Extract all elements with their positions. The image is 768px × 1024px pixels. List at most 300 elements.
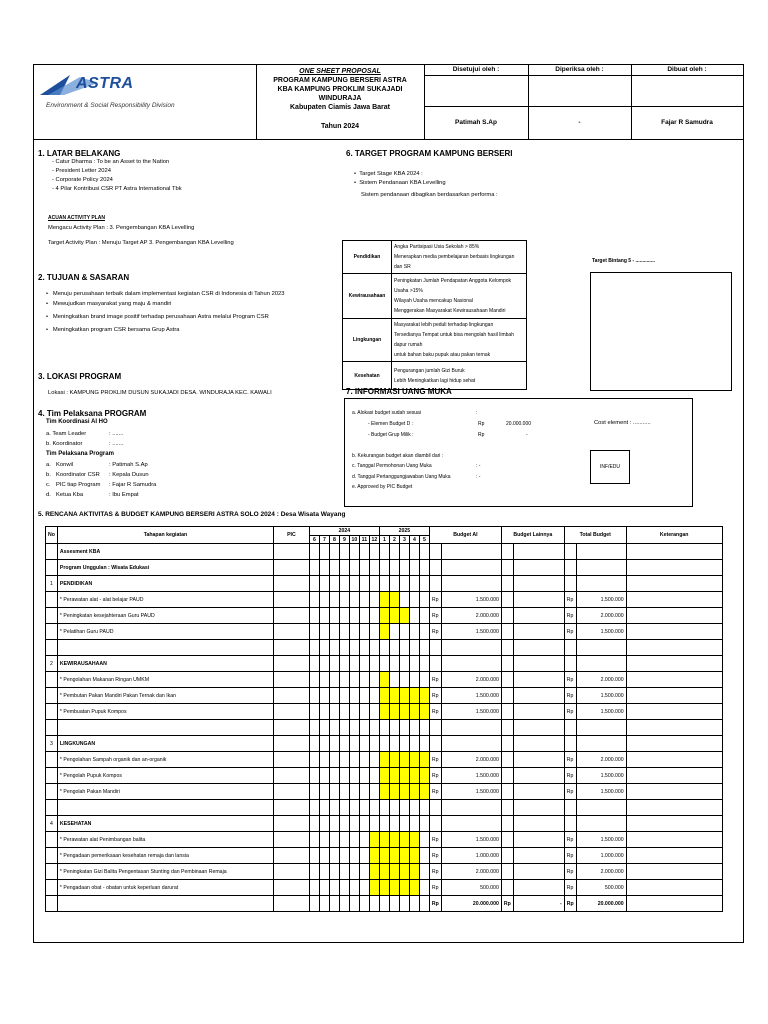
no-cell xyxy=(46,624,58,640)
month-cell-active xyxy=(379,592,389,608)
month-cell xyxy=(329,624,339,640)
total-budget-cell xyxy=(576,576,626,592)
month-cell-active xyxy=(389,864,399,880)
budget-ai-cell: 1.500.000 xyxy=(441,624,501,640)
month-cell xyxy=(309,624,319,640)
month-cell xyxy=(349,736,359,752)
month-cell xyxy=(329,544,339,560)
month-cell xyxy=(329,784,339,800)
rp-cell xyxy=(501,592,513,608)
month-cell-active xyxy=(409,848,419,864)
rp-cell xyxy=(501,864,513,880)
month-cell xyxy=(359,720,369,736)
month-cell xyxy=(309,880,319,896)
month-cell xyxy=(339,816,349,832)
month-cell xyxy=(319,688,329,704)
month-cell xyxy=(339,848,349,864)
month-cell xyxy=(309,576,319,592)
budget-ai-cell: 1.500.000 xyxy=(441,784,501,800)
no-cell xyxy=(46,608,58,624)
month-cell xyxy=(319,560,329,576)
month-cell xyxy=(359,736,369,752)
month-cell xyxy=(329,752,339,768)
month-cell-active xyxy=(409,768,419,784)
no-cell xyxy=(46,864,58,880)
month-cell xyxy=(309,720,319,736)
pel-value: : Kepala Dusun xyxy=(109,472,149,478)
month-cell-active xyxy=(379,608,389,624)
month-cell xyxy=(369,800,379,816)
no-cell: 4 xyxy=(46,816,58,832)
month-cell-active xyxy=(419,704,429,720)
month-cell xyxy=(389,800,399,816)
month-cell xyxy=(419,832,429,848)
budget-lain-cell xyxy=(513,832,564,848)
table-row xyxy=(46,816,723,832)
month-cell xyxy=(339,560,349,576)
month-cell xyxy=(309,608,319,624)
total-budget-cell: 1.500.000 xyxy=(576,624,626,640)
month-cell-active xyxy=(399,864,409,880)
month-cell xyxy=(359,752,369,768)
target-text: Angka Partisipasi Usia Sekolah > 85% Menerapkan media pembelajaran berbasis lingkungan dan SR xyxy=(392,241,527,274)
bintang-box xyxy=(590,272,732,391)
month-cell xyxy=(329,864,339,880)
budget-lain-cell xyxy=(513,624,564,640)
month-cell xyxy=(349,864,359,880)
rp-cell: Rp xyxy=(429,704,441,720)
no-cell xyxy=(46,672,58,688)
month-cell-active xyxy=(389,768,399,784)
tim-koordinasi-title: Tim Koordinasi AI HO xyxy=(46,419,108,425)
col-year-2025: 2025 xyxy=(379,527,429,536)
month-cell xyxy=(319,576,329,592)
budget-ai-cell: 1.500.000 xyxy=(441,832,501,848)
budget-ai-cell: 2.000.000 xyxy=(441,752,501,768)
keterangan-cell xyxy=(626,896,722,912)
month-cell xyxy=(409,544,419,560)
latar-item: - 4 Pilar Kontribusi CSR PT Astra International Tbk xyxy=(52,186,182,192)
target-line: Sistem pendanaan dibagikan berdasarkan performa : xyxy=(361,192,498,198)
month-cell xyxy=(349,640,359,656)
month-cell xyxy=(369,560,379,576)
month-cell xyxy=(399,656,409,672)
tahapan-cell xyxy=(57,896,273,912)
month-cell xyxy=(419,800,429,816)
pic-cell xyxy=(273,880,309,896)
activity-budget-table xyxy=(45,526,723,912)
budget-lain-cell xyxy=(513,656,564,672)
tahapan-cell xyxy=(57,800,273,816)
rp-cell: Rp xyxy=(429,592,441,608)
month-cell xyxy=(409,656,419,672)
month-cell xyxy=(359,576,369,592)
keterangan-cell xyxy=(626,864,722,880)
month-cell xyxy=(369,688,379,704)
rp-cell: Rp xyxy=(564,768,576,784)
total-budget-cell xyxy=(576,640,626,656)
table-row xyxy=(46,672,723,688)
uang-b: b. Kekurangan budget akan diambil dari : xyxy=(352,453,444,459)
budget-lain-cell xyxy=(513,816,564,832)
month-cell xyxy=(329,816,339,832)
month-cell xyxy=(389,640,399,656)
rp-cell: Rp xyxy=(564,704,576,720)
title-line-1: ONE SHEET PROPOSAL xyxy=(299,68,381,75)
no-cell xyxy=(46,848,58,864)
pel-value: : Patimah S.Ap xyxy=(109,462,148,468)
latar-item: - Corporate Policy 2024 xyxy=(52,177,113,183)
budget-lain-cell xyxy=(513,784,564,800)
budget-ai-cell: 2.000.000 xyxy=(441,608,501,624)
month-cell xyxy=(319,832,329,848)
rp-cell xyxy=(501,768,513,784)
total-budget-cell: 500.000 xyxy=(576,880,626,896)
month-cell xyxy=(339,752,349,768)
tahapan-cell: * Pengolahan Makanan Ringan UMKM xyxy=(57,672,273,688)
target-text: Peningkatan Jumlah Pendapatan Anggota Kelompok Usaha >15% Wilayah Usaha mencakup Nasional Menggerakan Masyarakat Kewirausahaan Mandiri xyxy=(392,274,527,319)
month-cell xyxy=(379,736,389,752)
budget-ai-cell xyxy=(441,656,501,672)
month-cell-active xyxy=(409,864,419,880)
month-cell xyxy=(409,608,419,624)
month-cell xyxy=(359,896,369,912)
rp-cell: Rp xyxy=(564,848,576,864)
total-budget-cell: 2.000.000 xyxy=(576,752,626,768)
month-cell xyxy=(399,896,409,912)
budget-lain-cell xyxy=(513,608,564,624)
total-budget-cell xyxy=(576,560,626,576)
pic-cell xyxy=(273,560,309,576)
target-cat: Pendidikan xyxy=(343,241,392,274)
month-cell xyxy=(409,640,419,656)
keterangan-cell xyxy=(626,848,722,864)
pic-cell xyxy=(273,656,309,672)
month-cell xyxy=(339,592,349,608)
rp-cell xyxy=(564,640,576,656)
keterangan-cell xyxy=(626,704,722,720)
month-cell xyxy=(419,640,429,656)
section-target-title: 6. TARGET PROGRAM KAMPUNG BERSERI xyxy=(346,149,513,158)
month-cell xyxy=(419,896,429,912)
rp-cell xyxy=(501,720,513,736)
month-cell xyxy=(339,544,349,560)
keterangan-cell xyxy=(626,816,722,832)
month-cell xyxy=(329,896,339,912)
month-cell xyxy=(349,560,359,576)
keterangan-cell xyxy=(626,576,722,592)
budget-lain-cell xyxy=(513,736,564,752)
month-cell xyxy=(319,720,329,736)
rp-cell xyxy=(501,752,513,768)
month-cell-active xyxy=(389,688,399,704)
table-row xyxy=(46,736,723,752)
rp-cell xyxy=(564,720,576,736)
tahapan-cell: * Pengolahan Sampah organik dan an-organik xyxy=(57,752,273,768)
rp-cell xyxy=(501,784,513,800)
rp-cell: Rp xyxy=(564,784,576,800)
month-cell-active xyxy=(409,688,419,704)
tujuan-item: • Meningkatkan brand image positif terhadap perusahaan Astra melalui Program CSR xyxy=(46,314,269,320)
month-cell xyxy=(319,768,329,784)
keterangan-cell xyxy=(626,624,722,640)
pic-cell xyxy=(273,816,309,832)
pel-value: : Ibu Empat xyxy=(109,492,139,498)
month-cell xyxy=(359,544,369,560)
pic-cell xyxy=(273,544,309,560)
month-cell xyxy=(369,896,379,912)
rp-cell xyxy=(501,704,513,720)
tahapan-cell: * Pengadaan obat - obatan untuk keperluan darurat xyxy=(57,880,273,896)
tahapan-cell xyxy=(57,640,273,656)
no-cell xyxy=(46,592,58,608)
month-cell xyxy=(409,576,419,592)
month-cell-active xyxy=(379,672,389,688)
keterangan-cell xyxy=(626,544,722,560)
rp-cell: Rp xyxy=(564,896,576,912)
month-cell xyxy=(309,864,319,880)
month-cell-active xyxy=(409,784,419,800)
month-cell xyxy=(369,640,379,656)
uang-e: e. Approved by PIC Budget xyxy=(352,484,413,490)
no-cell xyxy=(46,640,58,656)
section-latar-title: 1. LATAR BELAKANG xyxy=(38,149,121,158)
uang-d: d. Tanggal Pertanggungjawaban Uang Muka xyxy=(352,474,451,480)
koord-value: : ....... xyxy=(109,441,124,447)
cost-element: Cost element : ........... xyxy=(594,420,651,426)
rp-cell xyxy=(564,544,576,560)
month-cell xyxy=(339,688,349,704)
month-cell-active xyxy=(379,752,389,768)
month-cell xyxy=(359,608,369,624)
month-cell xyxy=(319,736,329,752)
section-lokasi-title: 3. LOKASI PROGRAM xyxy=(38,372,122,381)
month-cell xyxy=(339,800,349,816)
latar-item: - Catur Dharma : To be an Asset to the Nation xyxy=(52,159,170,165)
month-cell xyxy=(399,816,409,832)
month-cell xyxy=(419,592,429,608)
budget-ai-cell xyxy=(441,720,501,736)
month-cell xyxy=(339,656,349,672)
no-cell xyxy=(46,752,58,768)
month-cell xyxy=(309,896,319,912)
month-cell xyxy=(359,864,369,880)
month-cell xyxy=(369,752,379,768)
rp-cell: Rp xyxy=(564,608,576,624)
month-cell xyxy=(309,784,319,800)
target-line: • Sistem Pendanaan KBA Levelling xyxy=(354,180,446,186)
total-budget-cell: 1.500.000 xyxy=(576,768,626,784)
rp-cell: Rp xyxy=(429,848,441,864)
tahapan-cell: * Pengolah Pupuk Kompos xyxy=(57,768,273,784)
month-header: 3 xyxy=(399,536,409,544)
tujuan-item: • Mewujudkan masyarakat yang maju & mandiri xyxy=(46,301,172,307)
month-cell xyxy=(309,768,319,784)
signature-made xyxy=(631,65,743,139)
budget-lain-cell xyxy=(513,592,564,608)
month-cell xyxy=(319,896,329,912)
month-cell xyxy=(309,800,319,816)
month-cell-active xyxy=(399,752,409,768)
month-cell xyxy=(409,800,419,816)
keterangan-cell xyxy=(626,592,722,608)
target-line: • Target Stage KBA 2024 : xyxy=(354,171,423,177)
lokasi-text: Lokasi : KAMPUNG PROKLIM DUSUN SUKAJADI DESA. WINDURAJA KEC. KAWALI xyxy=(48,390,272,396)
pel-role: Ketua Kba xyxy=(56,492,84,498)
month-cell-active xyxy=(379,704,389,720)
month-cell xyxy=(349,656,359,672)
budget-ai-cell: 1.500.000 xyxy=(441,592,501,608)
month-cell xyxy=(399,800,409,816)
month-cell xyxy=(409,560,419,576)
rp-cell xyxy=(429,816,441,832)
rp-cell: Rp xyxy=(564,624,576,640)
pic-cell xyxy=(273,624,309,640)
month-header: 12 xyxy=(369,536,379,544)
budget-lain-cell xyxy=(513,864,564,880)
rp-cell xyxy=(501,576,513,592)
month-cell xyxy=(369,784,379,800)
uang-colon: : xyxy=(476,410,478,416)
pel-letter: b. xyxy=(46,472,51,478)
no-cell xyxy=(46,768,58,784)
month-cell xyxy=(349,832,359,848)
month-cell xyxy=(309,688,319,704)
table-row xyxy=(46,832,723,848)
budget-lain-cell xyxy=(513,704,564,720)
table-row xyxy=(46,576,723,592)
rp-cell: Rp xyxy=(564,688,576,704)
month-cell xyxy=(319,848,329,864)
pic-cell xyxy=(273,752,309,768)
month-cell xyxy=(339,640,349,656)
rp-cell: Rp xyxy=(429,832,441,848)
rp-cell xyxy=(564,816,576,832)
keterangan-cell xyxy=(626,800,722,816)
month-cell xyxy=(399,640,409,656)
keterangan-cell xyxy=(626,784,722,800)
month-cell xyxy=(389,656,399,672)
keterangan-cell xyxy=(626,720,722,736)
total-budget-cell: 1.500.000 xyxy=(576,592,626,608)
inf-edu-box: INF/EDU xyxy=(590,450,630,484)
pic-cell xyxy=(273,832,309,848)
keterangan-cell xyxy=(626,640,722,656)
pic-cell xyxy=(273,896,309,912)
month-cell xyxy=(309,592,319,608)
budget-lain-cell xyxy=(513,800,564,816)
rp-cell xyxy=(429,640,441,656)
month-cell xyxy=(359,624,369,640)
title-line-4: Kabupaten Ciamis Jawa Barat xyxy=(290,104,390,111)
budget-ai-cell: 1.000.000 xyxy=(441,848,501,864)
total-budget-cell xyxy=(576,816,626,832)
budget-lain-cell xyxy=(513,720,564,736)
budget-ai-cell: 2.000.000 xyxy=(441,672,501,688)
rp-cell: Rp xyxy=(564,672,576,688)
month-header: 7 xyxy=(319,536,329,544)
month-header: 11 xyxy=(359,536,369,544)
table-row xyxy=(46,560,723,576)
pic-cell xyxy=(273,672,309,688)
rp-cell xyxy=(501,688,513,704)
table-row xyxy=(46,800,723,816)
month-cell xyxy=(319,544,329,560)
month-cell-active xyxy=(379,848,389,864)
month-cell-active xyxy=(419,688,429,704)
month-cell xyxy=(419,544,429,560)
month-cell xyxy=(339,864,349,880)
signature-name: Patimah S.Ap xyxy=(455,119,497,126)
rp-cell: Rp xyxy=(429,752,441,768)
month-cell xyxy=(329,640,339,656)
month-cell xyxy=(349,752,359,768)
budget-ai-cell: 2.000.000 xyxy=(441,864,501,880)
month-cell xyxy=(379,896,389,912)
koord-role: b. Koordinator xyxy=(46,441,83,447)
month-cell xyxy=(309,656,319,672)
month-cell xyxy=(419,656,429,672)
month-cell-active xyxy=(409,880,419,896)
month-cell xyxy=(369,736,379,752)
month-cell xyxy=(369,576,379,592)
month-cell-active xyxy=(389,832,399,848)
pic-cell xyxy=(273,592,309,608)
month-cell xyxy=(349,624,359,640)
uang-grup: - Budget Grup Milik : xyxy=(368,432,414,438)
section-rencana-title: 5. RENCANA AKTIVITAS & BUDGET KAMPUNG BERSERI ASTRA SOLO 2024 : Desa Wisata Wayang xyxy=(38,511,346,518)
koord-value: : ....... xyxy=(109,431,124,437)
month-cell xyxy=(319,608,329,624)
rp-cell: Rp xyxy=(501,896,513,912)
budget-ai-cell xyxy=(441,736,501,752)
month-cell xyxy=(359,560,369,576)
month-cell xyxy=(349,784,359,800)
month-cell xyxy=(419,624,429,640)
pic-cell xyxy=(273,784,309,800)
month-cell xyxy=(359,848,369,864)
title-line-3: KBA KAMPUNG PROKLIM SUKAJADI WINDURAJA xyxy=(277,86,403,102)
month-cell xyxy=(329,560,339,576)
uang-elemen-rp: Rp xyxy=(478,421,485,427)
table-row xyxy=(46,864,723,880)
month-cell xyxy=(399,544,409,560)
month-cell xyxy=(329,704,339,720)
pic-cell xyxy=(273,768,309,784)
no-cell xyxy=(46,832,58,848)
month-cell xyxy=(389,560,399,576)
month-cell xyxy=(329,688,339,704)
keterangan-cell xyxy=(626,656,722,672)
budget-lain-cell xyxy=(513,752,564,768)
month-header: 6 xyxy=(309,536,319,544)
col-pic: PIC xyxy=(273,527,309,544)
no-cell xyxy=(46,704,58,720)
month-header: 9 xyxy=(339,536,349,544)
month-cell xyxy=(309,848,319,864)
month-cell xyxy=(339,608,349,624)
rp-cell xyxy=(429,560,441,576)
month-cell xyxy=(379,544,389,560)
rp-cell: Rp xyxy=(429,688,441,704)
col-keterangan: Keterangan xyxy=(626,527,722,544)
table-row xyxy=(46,592,723,608)
month-header: 4 xyxy=(409,536,419,544)
uang-grup-value: - xyxy=(526,432,528,438)
month-cell-active xyxy=(419,752,429,768)
total-budget-cell: 2.000.000 xyxy=(576,672,626,688)
month-cell-active xyxy=(379,832,389,848)
